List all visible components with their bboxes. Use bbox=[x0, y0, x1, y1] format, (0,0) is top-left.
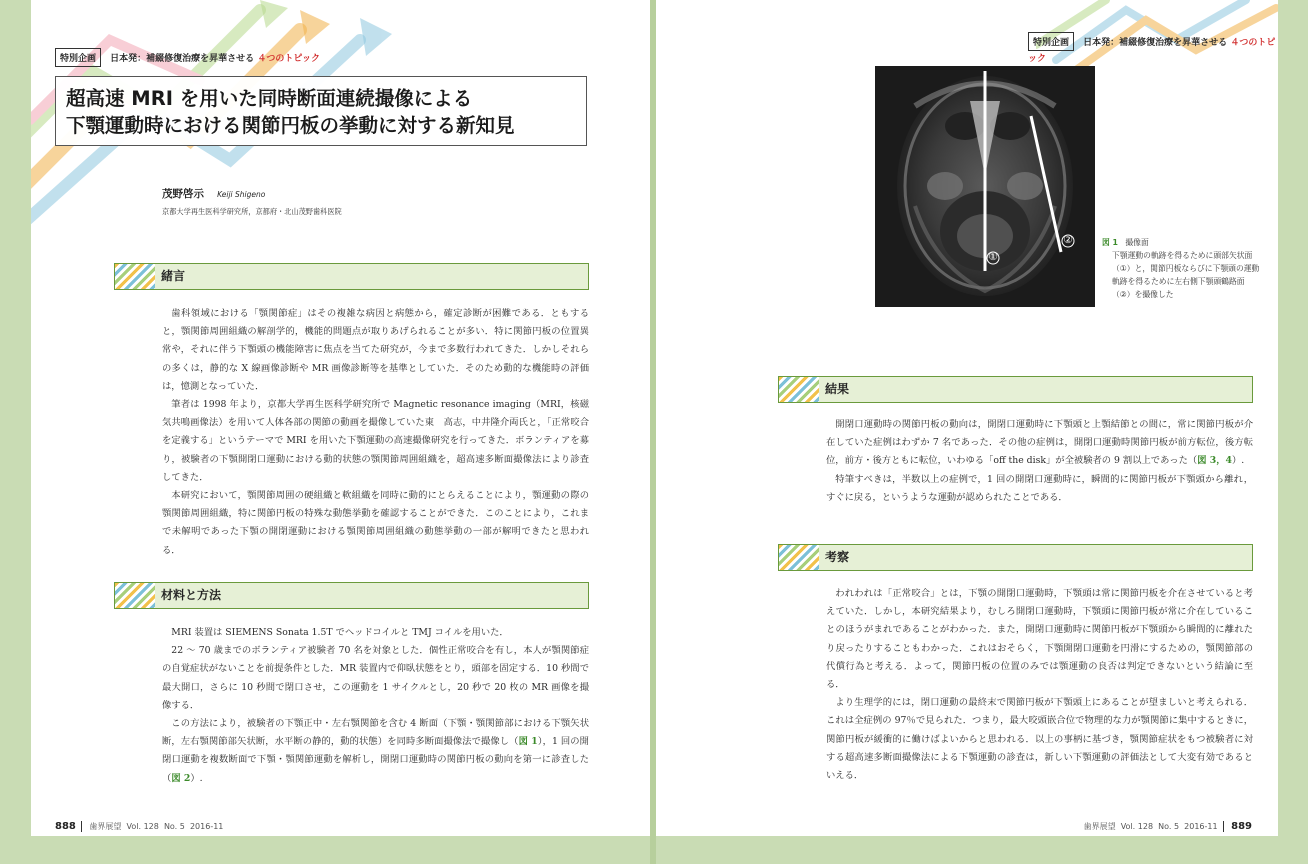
article-title bbox=[55, 76, 587, 146]
right-page bbox=[656, 0, 1278, 836]
section-title: 結果 bbox=[825, 382, 850, 396]
section-title: 緒言 bbox=[161, 269, 186, 283]
mri-axial-scan-graphic bbox=[875, 66, 1095, 307]
series-headline-accent: ４つのトピック bbox=[1028, 38, 1276, 64]
series-tag-label: 特別企画 bbox=[55, 48, 101, 67]
section-title: 材料と方法 bbox=[161, 588, 222, 602]
intro-paragraph-2: 筆者は 1998 年より，京都大学再生医科学研究所で Magnetic resonance imaging（MRI，核磁気共鳴画像法）を用いて人体各部の関節の動画を撮像していた東 高志，中井隆介両氏と，「正常咬合を定義する」というテーマで MRI を用いた下顎運動の高速撮像研究を行ってきた．ボランティアを募り，被験者の下顎開閉口運動における動的状態の顎関節周囲組織を，超高速多断面撮像法により診査してきた． bbox=[162, 399, 589, 483]
mri-scan-image bbox=[875, 66, 1095, 307]
figure-2-reference[interactable]: 図 2 bbox=[171, 772, 191, 784]
methods-body bbox=[162, 624, 589, 788]
right-folio bbox=[1084, 821, 1252, 832]
scan-marker-2: ② bbox=[1063, 233, 1073, 246]
figure-description: 下顎運動の軌跡を得るために頭部矢状面（①）と，関節円板ならびに下顎頭の運動軌跡を得るために左右側下顎頭鶴路面（②）を撮像した bbox=[1112, 251, 1260, 299]
section-stripes-icon bbox=[115, 583, 155, 608]
discussion-paragraph-1: われわれは「正常咬合」とは，下顎の開閉口運動時，下顎頭は常に関節円板を介在させていると考えていた．しかし，本研究結果より，むしろ開閉口運動時，下顎頭に関節円板が常に介在していることのほうがまれであることがわかった．また，開閉口運動時に関節円板が下顎頭から瞬間的に離れたり戻ったりすることもわかった．これはおそらく，下顎開閉口運動を円滑にするための，顎関節部の代償行為と考える．よって，関節円板の位置のみでは顎運動の良否は判定できないという結論に至る． bbox=[826, 588, 1253, 691]
left-folio bbox=[55, 821, 223, 832]
text-span: ），1 回の開閉口運動を複数断面で下顎・顎関節運動を解析し，開閉口運動時の関節円板の動向を第一に診査した（ bbox=[162, 736, 589, 784]
journal-issue: No. 5 bbox=[163, 822, 185, 831]
series-header bbox=[1028, 32, 1278, 64]
series-tag-label: 特別企画 bbox=[1028, 32, 1074, 51]
figure-title: 撮像面 bbox=[1125, 238, 1149, 247]
figure-1-caption bbox=[1102, 236, 1262, 301]
text-span: この方法により，被験者の下顎正中・左右顎関節を含む 4 断面（下顎・顎関節部における下顎矢状断，左右顎関節部矢状断，水平断の静的，動的状態）を同時多断面撮像法で撮像し（ bbox=[162, 718, 589, 748]
methods-paragraph-2: 22 〜 70 歳までのボランティア被験者 70 名を対象とした．個性正常咬合を有し，本人が顎関節症の自覚症状がないことを前提条件とした．MR 装置内で仰臥状態をとり，頭部を固定する．10 秒間で最大開口，さらに 10 秒間で閉口させ，この運動を 1 サイクルとし，20 秒で 20 枚の MR 画像を撮像する． bbox=[162, 645, 589, 711]
author-romaji: Keiji Shigeno bbox=[217, 190, 266, 199]
discussion-body bbox=[826, 585, 1253, 785]
discussion-paragraph-2: より生理学的には，閉口運動の最終末で関節円板が下顎頭上にあることが望ましいと考えられる．これは全症例の 97％で見られた．つまり，最大咬頭嵌合位で物理的な力が顎関節に集中するときに，関節円板が緩衝的に働けばよいからと思われる．以上の事柄に基づき，顎関節症状をもつ被験者に対する超高速多断面撮像法による下顎運動の診査は，新しい下顎運動の評価法として大変有効であるといえる． bbox=[826, 697, 1253, 782]
intro-paragraph-1: 歯科領域における「顎関節症」はその複雑な病因と病態から，確定診断が困難である．ともすると，顎関節周囲組織の解剖学的，機能的問題点が取りあげられることが多い．特に関節円板の位置異常や，それに伴う下顎頭の機能障害に焦点を当てた研究が，今まで多数行われてきた．しかしそれらの多くは，静的な X 線画像診断や MR 画像診断等を基準としていた．そのため動的な機能時の評価は，憶測となっていた． bbox=[162, 308, 589, 392]
figure-1-reference[interactable]: 図 1 bbox=[518, 736, 538, 748]
section-stripes-icon bbox=[115, 264, 155, 289]
journal-volume: Vol. 128 bbox=[126, 822, 159, 831]
scan-marker-1: ① bbox=[988, 250, 998, 263]
left-page bbox=[31, 0, 650, 836]
section-heading-discussion bbox=[778, 544, 1253, 571]
series-header bbox=[55, 48, 320, 67]
page-number: 889 bbox=[1231, 821, 1252, 832]
text-span: ）. bbox=[190, 772, 203, 784]
series-headline-prefix: 日本発：補綴修復治療を昇華させる bbox=[110, 54, 255, 64]
figure-3-4-reference[interactable]: 図 3，4 bbox=[1197, 455, 1232, 467]
section-stripes-icon bbox=[779, 377, 819, 402]
article-title-line-2: 下顎運動時における関節円板の挙動に対する新知見 bbox=[66, 114, 515, 137]
section-stripes-icon bbox=[779, 545, 819, 570]
figure-label: 図 1 bbox=[1102, 238, 1118, 247]
journal-issue: No. 5 bbox=[1158, 822, 1180, 831]
author-affiliation: 京都大学再生医科学研究所，京都府・北山茂野歯科医院 bbox=[162, 207, 342, 216]
results-paragraph-1 bbox=[826, 416, 1253, 471]
section-heading-methods bbox=[114, 582, 589, 609]
section-title: 考察 bbox=[825, 550, 850, 564]
journal-date: 2016-11 bbox=[1184, 822, 1218, 831]
text-span: 開閉口運動時の関節円板の動向は，開閉口運動時に下顎頭と上顎結節との間に，常に関節円板が介在していた症例はわずか 7 名であった．その他の症例は，開閉口運動時関節円板が前方転位，後方転位，前方・後方ともに転位，いわゆる「off the disk」が全被験者の 9 割以上であった（ bbox=[826, 419, 1253, 467]
intro-paragraph-3: 本研究において，顎関節周囲の硬組織と軟組織を同時に動的にとらえることにより，顎運動の際の顎関節周囲組織，特に関節円板の特殊な動態挙動を確認することができた．このことにより，これまで未解明であった下顎の開閉運動における顎関節周囲組織の動態挙動の一部が解明できたと思われる． bbox=[162, 490, 589, 556]
methods-paragraph-3 bbox=[162, 715, 589, 788]
author-block bbox=[162, 182, 342, 217]
journal-date: 2016-11 bbox=[189, 822, 224, 831]
series-headline-prefix: 日本発：補綴修復治療を昇華させる bbox=[1083, 38, 1228, 48]
author-name: 茂野啓示 bbox=[162, 188, 204, 200]
results-body bbox=[826, 416, 1253, 507]
results-paragraph-2: 特筆すべきは，半数以上の症例で，1 回の開閉口運動時に，瞬間的に関節円板が下顎頭から離れ，すぐに戻る，というような運動が認められたことである． bbox=[826, 473, 1253, 503]
article-title-line-1: 超高速 MRI を用いた同時断面連続撮像による bbox=[66, 87, 473, 110]
section-heading-results bbox=[778, 376, 1253, 403]
journal-name: 歯界展望 bbox=[1083, 822, 1116, 831]
journal-volume: Vol. 128 bbox=[1120, 822, 1154, 831]
text-span: ）. bbox=[1231, 455, 1245, 467]
section-heading-intro bbox=[114, 263, 589, 290]
methods-paragraph-1: MRI 装置は SIEMENS Sonata 1.5T でヘッドコイルと TMJ コイルを用いた． bbox=[171, 627, 509, 638]
series-headline-accent: ４つのトピック bbox=[257, 54, 320, 64]
page-number: 888 bbox=[55, 821, 76, 832]
intro-body bbox=[162, 305, 589, 560]
journal-name: 歯界展望 bbox=[89, 822, 122, 831]
